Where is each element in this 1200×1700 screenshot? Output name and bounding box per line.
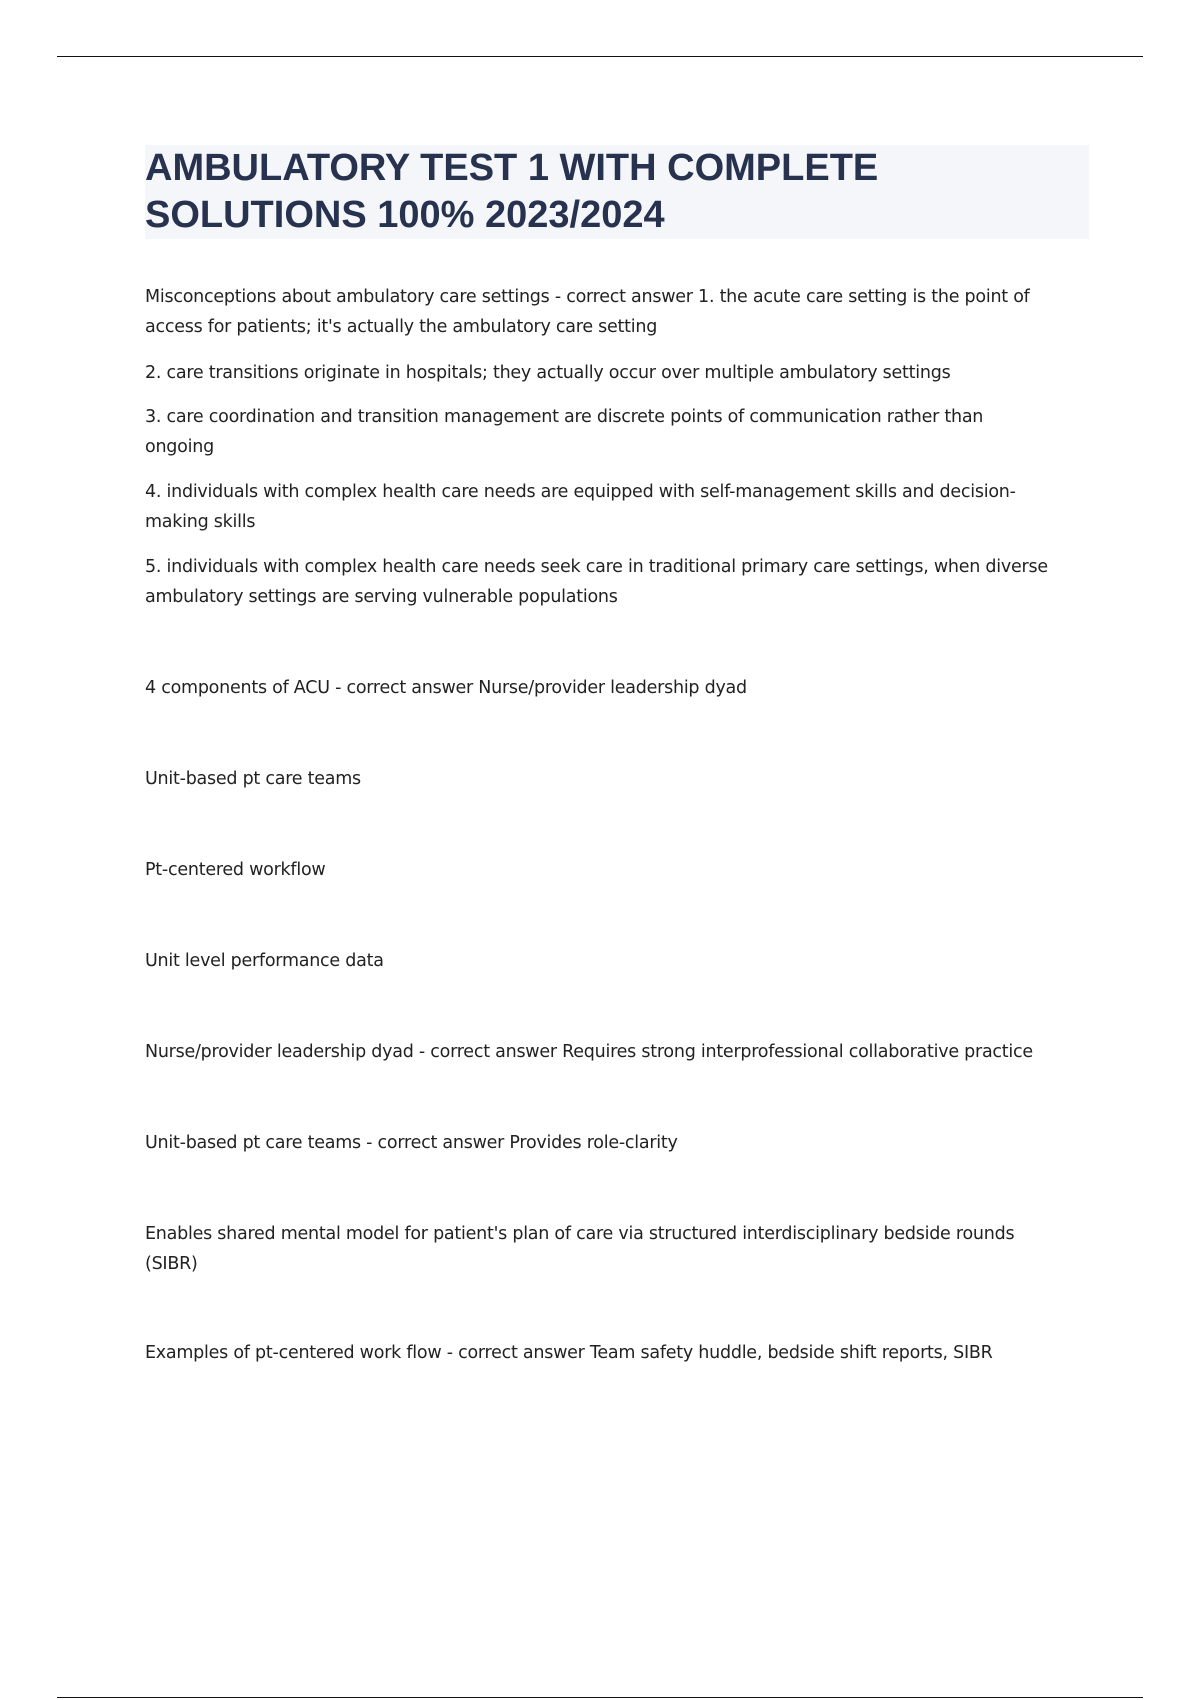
footer-rule: [57, 1697, 1143, 1698]
text-line: 2. care transitions originate in hospitals; they actually occur over multiple ambulatory settings: [145, 363, 951, 383]
paragraph-acu-components: [145, 673, 1095, 703]
text-line: Misconceptions about ambulatory care settings - correct answer 1. the acute care setting is the point of: [145, 287, 1030, 307]
paragraph-misconception-3: [145, 402, 1095, 462]
text-line: making skills: [145, 512, 256, 532]
paragraph-misconception-5: [145, 552, 1095, 612]
text-line: Unit-based pt care teams - correct answer Provides role-clarity: [145, 1133, 678, 1153]
paragraph-leadership-dyad: [145, 1037, 1095, 1067]
text-line: 5. individuals with complex health care needs seek care in traditional primary care settings, when diverse: [145, 557, 1048, 577]
text-line: Unit level performance data: [145, 951, 384, 971]
paragraph-misconception-4: [145, 477, 1095, 537]
paragraph-work-flow-examples: [145, 1338, 1095, 1368]
paragraph-role-clarity: [145, 1128, 1095, 1158]
paragraph-pt-centered-workflow: [145, 855, 1095, 885]
paragraph-misconceptions: [145, 282, 1095, 342]
text-line: Examples of pt-centered work flow - correct answer Team safety huddle, bedside shift reports, SIBR: [145, 1343, 993, 1363]
text-line: (SIBR): [145, 1254, 198, 1274]
text-line: access for patients; it's actually the ambulatory care setting: [145, 317, 658, 337]
text-line: Enables shared mental model for patient's plan of care via structured interdisciplinary bedside rounds: [145, 1224, 1015, 1244]
document-title: [145, 145, 878, 239]
text-line: Pt-centered workflow: [145, 860, 326, 880]
paragraph-performance-data: [145, 946, 1095, 976]
text-line: Nurse/provider leadership dyad - correct answer Requires strong interprofessional collaborative practice: [145, 1042, 1033, 1062]
paragraph-unit-based-teams: [145, 764, 1095, 794]
text-line: Unit-based pt care teams: [145, 769, 361, 789]
title-line: SOLUTIONS 100% 2023/2024: [145, 194, 665, 236]
title-line: AMBULATORY TEST 1 WITH COMPLETE: [145, 147, 879, 189]
header-rule: [57, 56, 1143, 57]
title-banner: [145, 145, 1089, 239]
text-line: ambulatory settings are serving vulnerable populations: [145, 587, 618, 607]
text-line: ongoing: [145, 437, 214, 457]
text-line: 3. care coordination and transition management are discrete points of communication rather than: [145, 407, 984, 427]
text-line: 4 components of ACU - correct answer Nurse/provider leadership dyad: [145, 678, 747, 698]
paragraph-shared-mental-model: [145, 1219, 1095, 1279]
paragraph-misconception-2: [145, 358, 1095, 388]
text-line: 4. individuals with complex health care needs are equipped with self-management skills and decision-: [145, 482, 1016, 502]
